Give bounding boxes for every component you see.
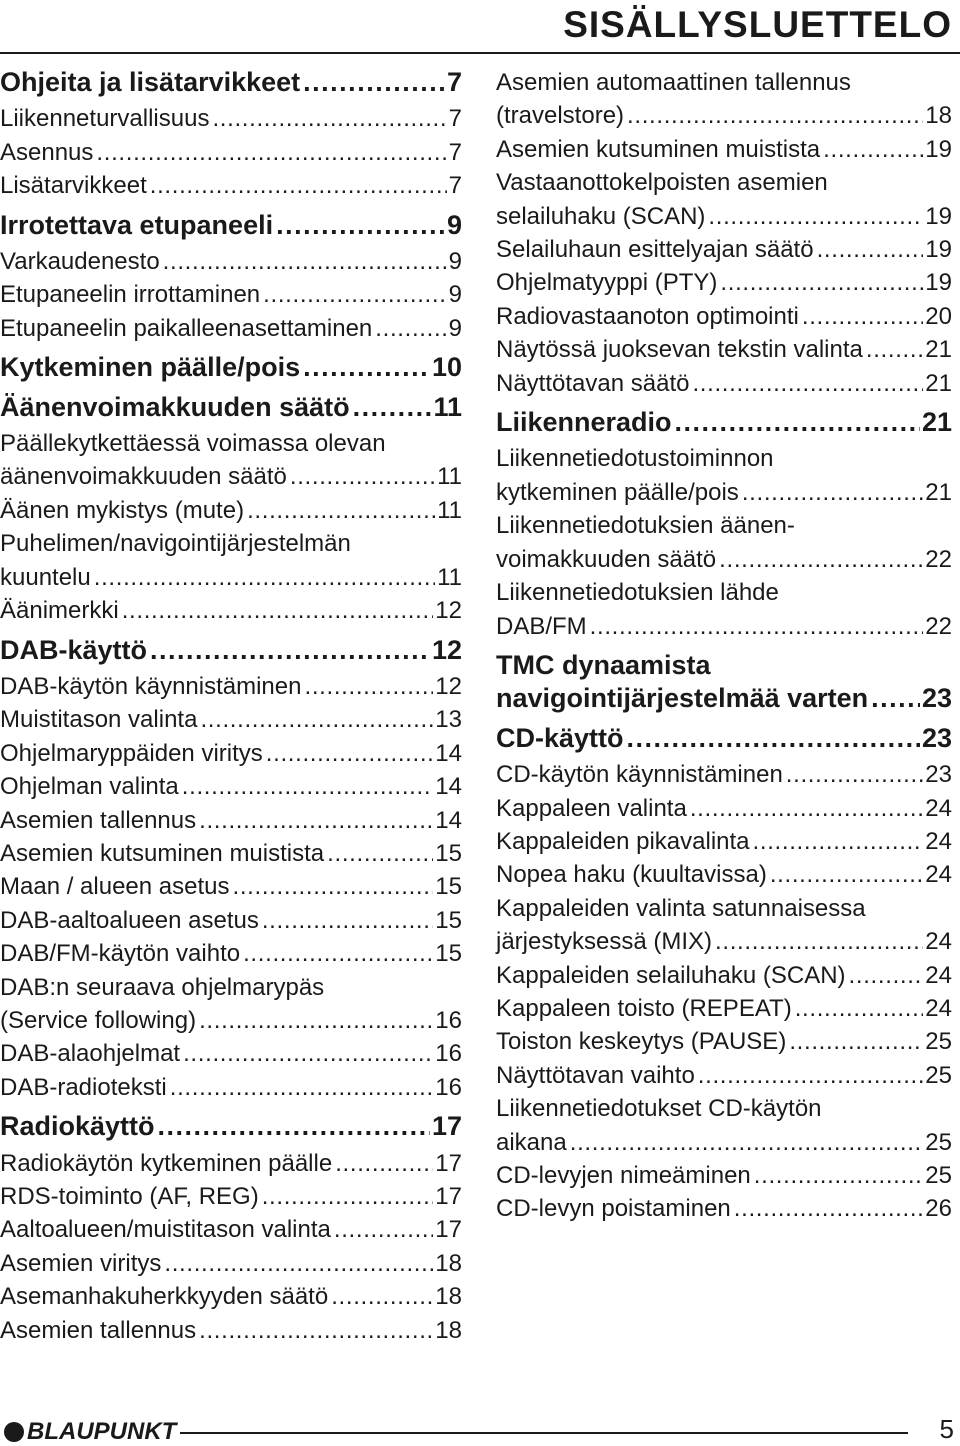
dot-leader [675,406,920,439]
toc-page-number: 23 [921,683,952,714]
toc-entry [496,1159,952,1192]
dot-leader [199,804,433,837]
toc-page-number: 15 [435,940,462,968]
toc-entry-title: Radiovastaanoton optimointi [496,302,799,330]
dot-leader [823,133,923,166]
toc-entry [0,937,462,970]
toc-entry-title: Ohjelman valinta [0,773,179,801]
toc-entry [0,904,462,937]
toc-entry-title: DAB:n seuraava ohjelmarypäs [0,973,325,1001]
toc-page-number: 17 [435,1183,462,1210]
toc-page-number: 7 [446,67,462,97]
toc-entry-title: Maan / alueen asetus [0,873,230,901]
toc-page-number: 19 [925,269,952,297]
dot-leader [303,351,430,384]
dot-leader [353,391,432,424]
toc-entry [0,770,462,803]
toc-entry-title: Etupaneelin paikalleenasettaminen [0,314,373,342]
toc-entry-title: Asemien kutsuminen muistista [0,839,325,867]
dot-leader [627,722,920,755]
dot-leader [158,1110,430,1143]
toc-entry-title: Varkaudenesto [0,248,160,276]
toc-entry-title: Ohjeita ja lisätarvikkeet [0,67,301,97]
toc-entry-title: Muistitason valinta [0,706,198,734]
toc-page-number: 19 [925,236,952,264]
toc-entry-title: Päällekytkettäessä voimassa olevan [0,430,386,458]
dot-leader [789,1025,923,1058]
toc-entry-title: CD-käyttö [496,722,624,753]
toc-entry [0,703,462,736]
toc-page-number: 18 [435,1283,462,1311]
dot-leader [375,312,446,345]
dot-leader [263,278,446,311]
toc-entry-title: navigointijärjestelmää varten [496,683,869,714]
toc-entry [0,670,462,703]
toc-entry-title: Vastaanottokelpoisten asemien [496,169,828,197]
toc-entry [0,312,462,345]
toc-entry [496,133,952,166]
toc-entry [0,427,462,494]
toc-entry-title: selailuhaku (SCAN) [496,202,706,230]
toc-entry-title: DAB-aaltoalueen asetus [0,906,259,934]
dot-leader [334,1213,433,1246]
dot-leader [720,266,923,299]
toc-page-number: 17 [431,1111,462,1142]
dot-leader [164,1247,433,1280]
toc-entry-title: DAB-käyttö [0,634,148,665]
toc-page-number: 12 [435,672,462,700]
toc-page-number: 24 [925,961,952,989]
dot-leader [182,770,434,803]
toc-page-number: 14 [435,773,462,801]
toc-entry-title: (travelstore) [496,102,625,130]
toc-entry-title: järjestyksessä (MIX) [496,928,713,956]
toc-entry [0,1280,462,1313]
toc-section-heading [496,722,952,755]
toc-entry [496,892,952,959]
dot-leader [742,476,923,509]
toc-page-number: 11 [437,563,462,591]
toc-page-number: 11 [437,496,462,524]
dot-leader [150,634,430,667]
toc-section-heading [0,391,462,424]
toc-entry-title: Näyttötavan säätö [496,369,690,397]
toc-entry-title: Asennus [0,138,94,166]
toc-page-number: 26 [925,1195,952,1223]
toc-entry-title: kytkeminen päälle/pois [496,478,739,506]
toc-page-number: 16 [435,1040,462,1068]
toc-entry [0,245,462,278]
toc-entry [496,858,952,891]
dot-leader [817,233,924,266]
dot-leader [849,959,924,992]
toc-entry-title: Asemien automaattinen tallennus [496,69,851,96]
toc-entry [0,102,462,135]
dot-leader [243,937,433,970]
dot-leader [276,209,445,242]
toc-entry-title: Etupaneelin irrottaminen [0,281,261,309]
toc-page-number: 18 [435,1316,462,1344]
dot-leader [690,792,923,825]
toc-page-number: 9 [448,314,462,342]
toc-entry-title: DAB-alaohjelmat [0,1040,181,1068]
toc-page-number: 25 [925,1061,952,1089]
toc-page-number: 20 [925,302,952,330]
dot-leader [199,1314,433,1347]
toc-entry-title: DAB-radioteksti [0,1073,167,1101]
toc-entry [496,300,952,333]
dot-leader [200,703,433,736]
toc-entry [496,233,952,266]
toc-entry-title: CD-levyjen nimeäminen [496,1162,751,1189]
brand-name: BLAUPUNKT [27,1418,177,1445]
dot-leader [331,1280,433,1313]
toc-page-number: 17 [435,1216,462,1244]
toc-entry-title: Liikenneradio [496,407,672,438]
toc-page-number: 16 [435,1006,462,1034]
toc-section-heading [496,406,952,439]
dot-leader [290,460,435,493]
toc-entry-title: voimakkuuden säätö [496,545,717,573]
toc-entry [496,576,952,643]
toc-page-number: 22 [925,545,952,573]
toc-entry [496,266,952,299]
dot-leader [163,245,447,278]
toc-entry-title: Asemien viritys [0,1249,162,1277]
logo-dot-icon [4,1422,24,1442]
toc-entry-title: Toiston keskeytys (PAUSE) [496,1028,787,1056]
toc-entry-title: Radiokäyttö [0,1111,155,1142]
dot-leader [802,300,923,333]
toc-page-number: 18 [925,102,952,130]
toc-section-heading [0,66,462,99]
dot-leader [94,561,435,594]
toc-entry [0,278,462,311]
dot-leader [698,1059,924,1092]
toc-entry-title: Asemien tallennus [0,1316,197,1344]
dot-leader [327,837,433,870]
toc-page-number: 21 [925,369,952,397]
dot-leader [262,1180,434,1213]
dot-leader [303,66,445,99]
dot-leader [233,870,434,903]
toc-page-number: 24 [925,827,952,855]
toc-entry [0,1071,462,1104]
toc-entry-title: äänenvoimakkuuden säätö [0,463,287,491]
toc-page-number: 14 [435,806,462,834]
dot-leader [262,904,433,937]
toc-page-number: 23 [921,722,952,753]
dot-leader [786,758,924,791]
header-divider [0,52,960,54]
toc-entry-title: Asemien kutsuminen muistista [496,135,821,163]
toc-entry-title: Puhelimen/navigointijärjestelmän [0,530,351,558]
toc-entry [0,1037,462,1070]
toc-page-number: 15 [435,873,462,901]
dot-leader [150,169,447,202]
toc-page-number: 25 [925,1128,952,1156]
toc-left-column [0,66,462,1347]
toc-page-number: 12 [435,597,462,625]
toc-entry-title: Liikennetiedotuksien äänen- [496,512,795,540]
page-title: SISÄLLYSLUETTELO [563,4,952,45]
dot-leader [247,494,435,527]
brand-logo [4,1418,176,1446]
toc-entry-title: Ohjelmaryppäiden viritys [0,739,263,767]
toc-entry [0,837,462,870]
toc-page-number: 18 [435,1249,462,1277]
toc-entry-title: Äänenvoimakkuuden säätö [0,391,350,422]
toc-page-number: 25 [925,1028,952,1056]
toc-entry-title: Asemanhakuherkkyyden säätö [0,1283,329,1311]
dot-leader [199,1004,433,1037]
toc-page-number: 7 [448,172,462,200]
toc-entry [0,594,462,627]
toc-page-number: 7 [448,138,462,166]
toc-entry-title: (Service following) [0,1006,197,1034]
dot-leader [692,367,923,400]
toc-section-heading [0,209,462,242]
toc-page-number: 15 [435,839,462,867]
toc-entry-title: Kappaleiden selailuhaku (SCAN) [496,961,846,989]
dot-leader [708,200,923,233]
toc-page-number: 22 [925,612,952,640]
toc-entry [496,66,952,133]
toc-page-number: 11 [433,391,462,422]
dot-leader [753,825,924,858]
toc-entry-title: Nopea haku (kuultavissa) [496,861,767,889]
toc-entry [0,494,462,527]
toc-entry [496,333,952,366]
toc-page-number: 21 [925,336,952,364]
toc-entry-title: Radiokäytön kytkeminen päälle [0,1149,333,1177]
toc-section-heading [496,649,952,716]
toc-entry [0,1247,462,1280]
dot-leader [770,858,923,891]
dot-leader [304,670,433,703]
toc-right-column [496,66,952,1226]
toc-entry [0,1314,462,1347]
toc-page-number: 9 [448,281,462,309]
toc-entry-title: Kappaleen toisto (REPEAT) [496,994,792,1022]
dot-leader [871,682,920,715]
toc-page-number: 11 [437,463,462,491]
toc-entry [0,971,462,1038]
toc-entry-title: Liikennetiedotustoiminnon [496,445,774,473]
toc-entry-title: Näytössä juoksevan tekstin valinta [496,336,863,364]
toc-entry [0,1213,462,1246]
toc-page-number: 25 [925,1162,952,1189]
toc-entry [496,509,952,576]
dot-leader [795,992,924,1025]
dot-leader [719,543,923,576]
toc-entry-title: Liikenneturvallisuus [0,105,210,133]
toc-page-number: 7 [448,105,462,133]
dot-leader [734,1192,924,1225]
toc-entry [496,1192,952,1225]
toc-entry [496,1092,952,1159]
toc-entry-title: Irrotettava etupaneeli [0,209,274,240]
toc-entry [496,825,952,858]
toc-page-number: 24 [925,994,952,1022]
toc-entry-title: TMC dynaamista [496,649,711,680]
toc-entry [0,527,462,594]
toc-entry [496,959,952,992]
toc-page-number: 9 [448,248,462,276]
toc-entry-title: Lisätarvikkeet [0,172,147,200]
dot-leader [170,1071,434,1104]
dot-leader [570,1126,924,1159]
toc-entry-title: aikana [496,1128,567,1156]
footer-divider [180,1432,908,1434]
toc-entry [496,442,952,509]
dot-leader [183,1037,433,1070]
toc-entry [496,1059,952,1092]
toc-page-number: 9 [446,209,462,240]
toc-entry-title: CD-käytön käynnistäminen [496,761,783,789]
toc-page-number: 13 [435,706,462,734]
dot-leader [866,333,923,366]
toc-entry-title: Äänimerkki [0,597,119,625]
toc-entry-title: DAB/FM [496,612,587,640]
toc-section-heading [0,634,462,667]
toc-page-number: 24 [925,794,952,822]
toc-page-number: 17 [435,1149,462,1177]
toc-entry-title: Näyttötavan vaihto [496,1061,695,1089]
dot-leader [212,102,446,135]
toc-entry [0,169,462,202]
toc-page-number: 14 [435,739,462,767]
toc-entry-title: Kappaleiden valinta satunnaisessa [496,894,866,922]
toc-page-number: 23 [925,761,952,789]
toc-entry [0,737,462,770]
toc-entry-title: Kytkeminen päälle/pois [0,352,301,383]
toc-entry [496,792,952,825]
page-number: 5 [939,1414,954,1444]
dot-leader [96,136,446,169]
toc-page-number: 21 [925,478,952,506]
toc-entry-title: Liikennetiedotukset CD-käytön [496,1095,822,1123]
dot-leader [715,925,923,958]
toc-entry [0,1180,462,1213]
toc-entry-title: RDS-toiminto (AF, REG) [0,1183,259,1210]
toc-section-heading [0,1110,462,1143]
toc-entry [496,758,952,791]
toc-page-number: 24 [925,861,952,889]
dot-leader [590,610,924,643]
dot-leader [335,1147,433,1180]
toc-entry-title: DAB-käytön käynnistäminen [0,672,302,700]
toc-page-number: 21 [921,407,952,438]
toc-entry [496,166,952,233]
toc-entry-title: Selailuhaun esittelyajan säätö [496,236,814,264]
toc-entry [0,1147,462,1180]
toc-entry [0,804,462,837]
dot-leader [122,594,434,627]
dot-leader [266,737,434,770]
dot-leader [627,99,923,132]
toc-entry [0,136,462,169]
toc-entry-title: kuuntelu [0,563,91,591]
toc-page-number: 19 [925,202,952,230]
toc-entry-title: CD-levyn poistaminen [496,1195,731,1223]
toc-entry-title: Aaltoalueen/muistitason valinta [0,1216,331,1244]
toc-entry-title: Äänen mykistys (mute) [0,496,245,524]
toc-entry [496,1025,952,1058]
toc-entry-title: Asemien tallennus [0,806,197,834]
toc-entry-title: Ohjelmatyyppi (PTY) [496,269,718,297]
toc-page-number: 16 [435,1073,462,1101]
toc-entry-title: Kappaleen valinta [496,794,687,822]
dot-leader [754,1159,924,1192]
toc-entry-title: Kappaleiden pikavalinta [496,827,750,855]
toc-page-number: 15 [435,906,462,934]
toc-entry-title: DAB/FM-käytön vaihto [0,940,241,968]
toc-entry [496,367,952,400]
toc-page-number: 10 [431,352,462,383]
toc-entry [0,870,462,903]
toc-entry-title: Liikennetiedotuksien lähde [496,579,779,607]
toc-section-heading [0,351,462,384]
toc-page-number: 24 [925,928,952,956]
toc-page-number: 12 [431,634,462,665]
toc-page-number: 19 [925,135,952,163]
toc-entry [496,992,952,1025]
